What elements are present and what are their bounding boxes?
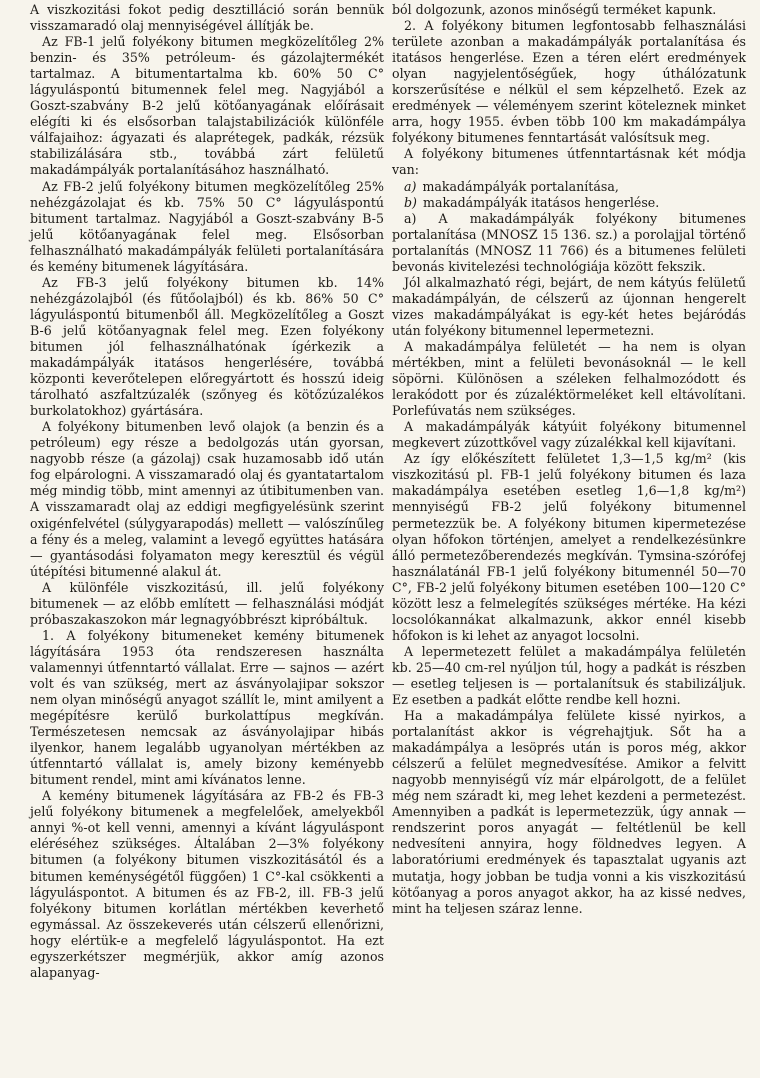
paragraph: 1. A folyékony bitumeneket kemény bitumenek lágyítására 1953 óta rendszeresen használta valamennyi útfenntartó vállalat. Erre — sajnos — azért volt és van szükség, mert az ásványolajipar sokszor nem olyan minőségű anyagot szállít le, mint amilyent a megépítésre kerülő burkolattípus megkíván. Természetesen nemcsak az ásványolajipar hibás ilyenkor, hanem legalább ugyanolyan mértékben az útfenntartó vállalat is, amely bizony keményebb bitument rendel, mint ami kívánatos lenne. [30,627,384,788]
paragraph: Az FB-3 jelű folyékony bitumen kb. 14% nehézgázolajból (és fűtőolajból) és kb. 86% 50 C° lágyuláspontú bitumenből áll. Megközelítőleg a Goszt B-6 jelű kötőanyagnak felel meg. Ezen folyékony bitumen jól felhasználhatónak ígérkezik a makadámpályák itatásos hengerlésére, továbbá központi keverőtelepen előregyártott és hosszú ideig tárolható aszfaltzúzalék (szőnyeg és kötőzúzalékos burkolatokhoz) gyártására. [30,274,384,419]
paragraph: Ha a makadámpálya felülete kissé nyirkos, a portalanítást akkor is végrehajtjuk. Sőt ha a makadámpálya a lesöprés után is poros még, akkor célszerű a felület megnedvesítése. Amikor a felvitt nagyobb mennyiségű víz már elpárolgott, de a felület még nem száradt ki, meg lehet kezdeni a permetezést. Amennyiben a padkát is lepermetezzük, úgy annak — rendszerint poros anyagát — feltétlenül be kell nedvesíteni annyira, hogy földnedves legyen. A laboratóriumi eredmények és tapasztalat ugyanis azt mutatja, hogy jobban be tudja vonni a kis viszkozitású kötőanyag a poros anyagot akkor, ha az kissé nedves, mint ha teljesen száraz lenne. [392,708,746,916]
paragraph: A makadámpálya felületét — ha nem is olyan mértékben, mint a felületi bevonásoknál — le kell söpörni. Különösen a széleken felhalmozódott és lerakódott por és zúzaléktörmeléket kell eltávolítani. Porlefúvatás nem szükséges. [392,338,746,419]
paragraph: A kemény bitumenek lágyítására az FB-2 és FB-3 jelű folyékony bitumenek a megfelelőek, amelyekből annyi %-ot kell venni, amennyi a kívánt lágyuláspont eléréséhez szükséges. Általában 2—3% folyékony bitumen (a folyékony bitumen viszkozitásától és a bitumen keménységétől függően) 1 C°-kal csökkenti a lágyuláspontot. A bitumen és az FB-2, ill. FB-3 jelű folyékony bitumen korlátlan mértékben keverhető egymással. Az összekeverés után célszerű ellenőrizni, hogy elértük-e a megfelelő lágyuláspontot. Ha ezt egyszerkétszer megmérjük, akkor amíg azonos alapanyag- [30,788,384,980]
paragraph: A különféle viszkozitású, ill. jelű folyékony bitumenek — az előbb említett — felhasználási módját próbaszakaszokon már legnagyóbbrészt kipróbáltuk. [30,579,384,627]
list-item-text: makadámpályák itatásos hengerlése. [423,194,660,210]
list-item [392,195,746,211]
paragraph: ból dolgozunk, azonos minőségű terméket kapunk. [392,2,717,17]
paragraph: A lepermetezett felület a makadámpálya felületén kb. 25—40 cm-rel nyúljon túl, hogy a padkát is részben — esetleg teljesen is — portalanítsuk és stabilizáljuk. Ez esetben a padkát előtte rendbe kell hozni. [392,643,746,708]
paragraph: Az FB-2 jelű folyékony bitumen megközelítőleg 25% nehézgázolajat és kb. 75% 50 C° lágyuláspontú bitument tartalmaz. Nagyjából a Goszt-szabvány B-5 jelű kötőanyagának felel meg. Elsősorban felhasználható makadámpályák felületi portalanítására és kemény bitumenek lágyítására. [30,178,384,274]
paragraph: Az FB-1 jelű folyékony bitumen megközelítőleg 2% benzin- és 35% petróleum- és gázolajtermékét tartalmaz. A bitumentartalma kb. 60% 50 C° lágyuláspontú bitumennek felel meg. Nagyjából a Goszt-szabvány B-2 jelű kötőanyagának előírásait elégíti ki és elsősorban talajstabilizációk különféle válfajaihoz: ágyazati és alaprétegek, padkák, rézsük stabilizálására stb., továbbá zárt felületű makadámpályák portalanításához használható. [30,34,384,178]
left-column [30,2,384,981]
paragraph: A viszkozitási fokot pedig desztilláció során bennük visszamaradó olaj mennyiségével állítják be. [30,2,384,34]
list-item-label: a) [404,178,417,194]
paragraph: Az így előkészített felületet 1,3—1,5 kg/m² (kis viszkozitású pl. FB-1 jelű folyékony bitumen és laza makadámpálya esetében esetleg 1,6—1,8 kg/m²) mennyiségű FB-2 jelű folyékony bitumennel permetezzük be. A folyékony bitumen kipermetezése olyan hőfokon történjen, amelyet a rendelkezésünkre álló permetezőberendezés megkíván. Tymsina-szórófej használatánál FB-1 jelű folyékony bitumennél 50—70 C°, FB-2 jelű folyékony bitumen esetében 100—120 C° között lesz a felmelegítés szükséges mértéke. Ha kézi locsolókannákat alkalmazunk, akkor ennél kisebb hőfokon is ki lehet az anyagot locsolni. [392,451,746,643]
list-item-label: b) [404,194,417,210]
right-column [392,2,746,917]
paragraph: a) A makadámpályák folyékony bitumenes portalanítása (MNOSZ 15 136. sz.) a porolajjal történő portalanítás (MNOSZ 11 766) és a bitumenes felületi bevonás kivitelezési technológiája között fekszik. [392,210,746,274]
paragraph: A folyékony bitumenes útfenntartásnak két módja van: [392,146,746,178]
paragraph: A makadámpályák kátyúit folyékony bitumennel megkevert zúzottkővel vagy zúzalékkal kell kijavítani. [392,419,746,451]
paragraph: 2. A folyékony bitumen legfontosabb felhasználási területe azonban a makadámpályák portalanítása és itatásos hengerlése. Ezen a téren elért eredmények olyan nagyjelentőségűek, hogy úthálózatunk korszerűsítése e nélkül el sem képzelhető. Ezek az eredmények — véleményem szerint köteleznek minket arra, hogy 1955. évben több 100 km makadámpálya folyékony bitumenes fenntartását valósítsuk meg. [392,18,746,146]
list-item-text: makadámpályák portalanítása, [422,178,619,194]
paragraph: Jól alkalmazható régi, bejárt, de nem kátyús felületű makadámpályán, de célszerű az újonnan hengerelt vizes makadámpályákat is egy-két hetes bejáródás után folyékony bitumennel lepermetezni. [392,274,746,338]
list-item [392,179,746,195]
paragraph: A folyékony bitumenben levő olajok (a benzin és a petróleum) egy része a bedolgozás után gyorsan, nagyobb része (a gázolaj) csak huzamosabb idő után fog elpárologni. A visszamaradó olaj és gyantatartalom még mindig több, mint amennyi az útibitumenben van. A visszamaradt olaj az eddigi megfigyelésünk szerint oxigénfelvétel (súlygyarapodás) mellett — valószínűleg a fény és a meleg, valamint a levegő együttes hatására — gyantásodási folyamaton megy keresztül és végül útépítési bitumenné alakul át. [30,419,384,579]
